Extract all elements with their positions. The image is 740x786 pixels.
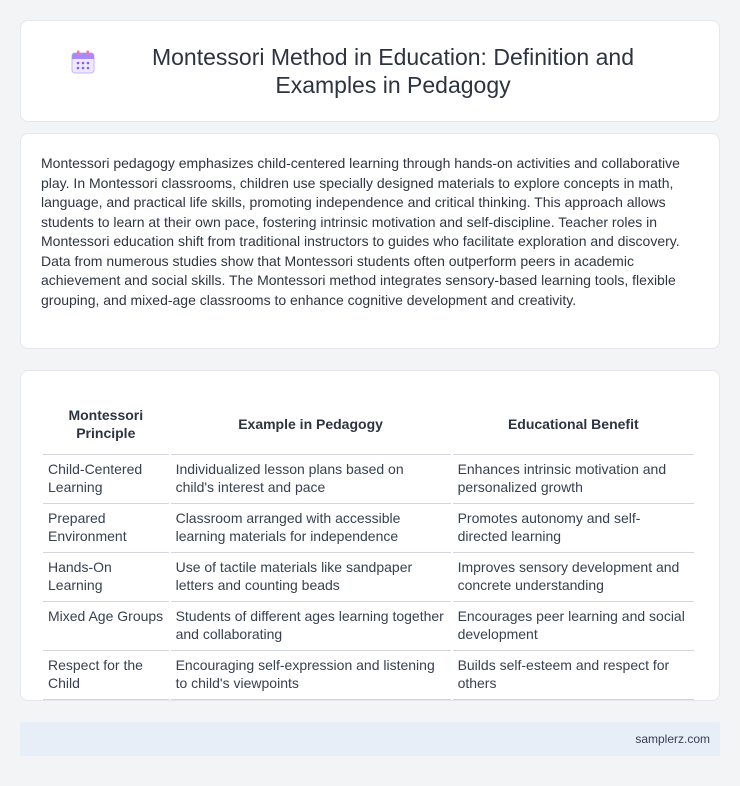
header-principle: Montessori Principle (43, 393, 169, 455)
footer-site-link[interactable]: samplerz.com (635, 732, 710, 746)
cell-example: Encouraging self-expression and listening to child's viewpoints (171, 651, 451, 700)
table-header-row (43, 393, 694, 455)
header-benefit: Educational Benefit (453, 393, 694, 455)
table-row (43, 651, 694, 700)
table-row (43, 553, 694, 602)
cell-example: Classroom arranged with accessible learning materials for independence (171, 504, 451, 553)
table-row (43, 602, 694, 651)
cell-example: Students of different ages learning together and collaborating (171, 602, 451, 651)
cell-principle: Mixed Age Groups (43, 602, 169, 651)
footer (20, 722, 720, 756)
table-row (43, 455, 694, 504)
title-wrap (70, 43, 670, 99)
cell-benefit: Encourages peer learning and social development (453, 602, 694, 651)
principles-table (41, 393, 696, 700)
cell-benefit: Enhances intrinsic motivation and personalized growth (453, 455, 694, 504)
cell-principle: Hands-On Learning (43, 553, 169, 602)
title-card (20, 20, 720, 122)
table-card (20, 370, 720, 701)
cell-benefit: Builds self-esteem and respect for others (453, 651, 694, 700)
summary-text: Montessori pedagogy emphasizes child-centered learning through hands-on activities and collaborative play. In Montessori classrooms, children use specially designed materials to explore concepts in math, language, and practical life skills, promoting independence and critical thinking. This approach allows students to learn at their own pace, fostering intrinsic motivation and self-discipline. Teacher roles in Montessori education shift from traditional instructors to guides who facilitate exploration and discovery. Data from numerous studies show that Montessori students often outperform peers in academic achievement and social skills. The Montessori method integrates sensory-based learning tools, flexible grouping, and mixed-age classrooms to enhance cognitive development and creativity. (41, 155, 680, 308)
cell-benefit: Promotes autonomy and self-directed learning (453, 504, 694, 553)
cell-example: Use of tactile materials like sandpaper letters and counting beads (171, 553, 451, 602)
summary-card (20, 133, 720, 349)
page-title: Montessori Method in Education: Definition and Examples in Pedagogy (151, 44, 634, 98)
table-row (43, 504, 694, 553)
cell-principle: Respect for the Child (43, 651, 169, 700)
cell-principle: Child-Centered Learning (43, 455, 169, 504)
cell-benefit: Improves sensory development and concrete understanding (453, 553, 694, 602)
cell-example: Individualized lesson plans based on child's interest and pace (171, 455, 451, 504)
calendar-icon (70, 49, 96, 75)
header-example: Example in Pedagogy (171, 393, 451, 455)
cell-principle: Prepared Environment (43, 504, 169, 553)
